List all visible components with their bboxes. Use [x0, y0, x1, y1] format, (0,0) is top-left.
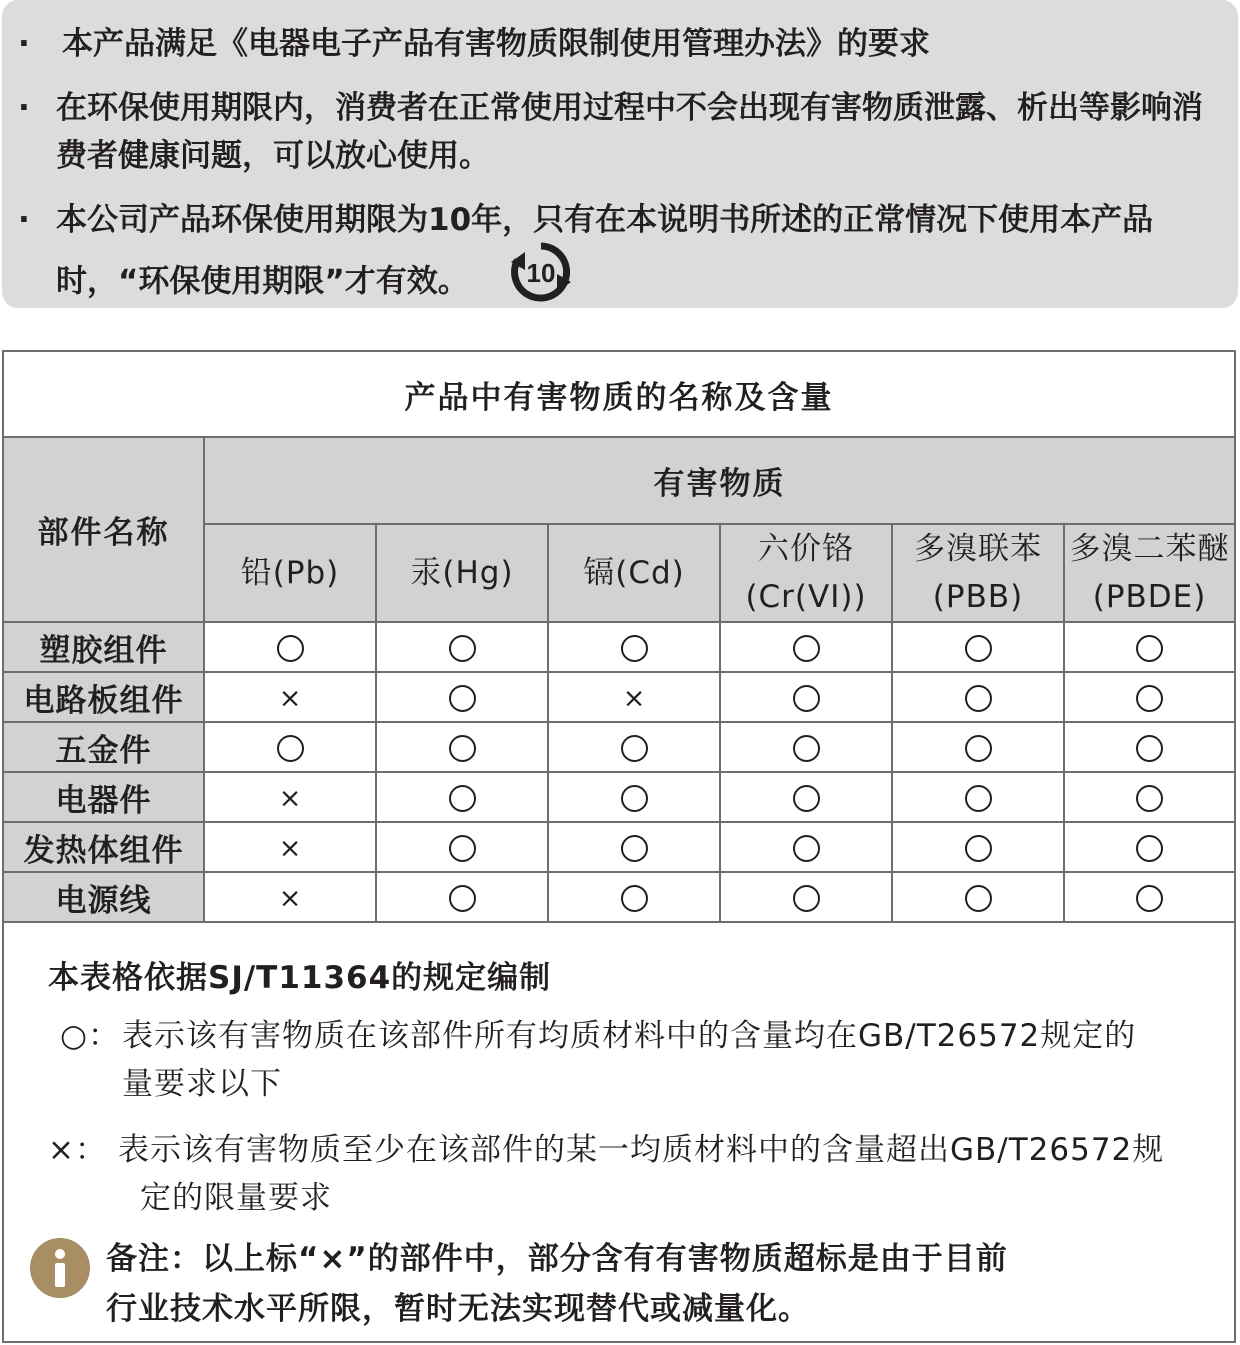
substance-label: 铅(Pb): [240, 555, 340, 591]
part-name-cell: 电路板组件: [4, 672, 204, 722]
epup-mark-number: 10: [526, 258, 556, 288]
table-body: [4, 622, 1234, 922]
compliance-cell: [548, 872, 720, 922]
compliance-cell: [720, 722, 892, 772]
compliant-mark: [1136, 785, 1163, 812]
compliance-cell: [720, 622, 892, 672]
compliance-cell: [376, 722, 548, 772]
compliance-cell: [892, 822, 1064, 872]
substance-header-pbde: [1064, 524, 1234, 622]
notice-item: [2, 84, 1218, 180]
table-row: [4, 872, 1234, 922]
compliance-cell: [204, 772, 376, 822]
compliant-mark: [965, 635, 992, 662]
substance-label: 汞(Hg): [410, 555, 514, 591]
legend-text: [122, 1012, 1210, 1108]
compliance-cell: [376, 872, 548, 922]
bullet-dot: ·: [18, 202, 30, 238]
legend-line: 表示该有害物质至少在该部件的某一均质材料中的含量超出GB/T26572规: [118, 1132, 1165, 1168]
compliant-mark: [277, 635, 304, 662]
part-name-header: 部件名称: [4, 438, 204, 622]
compliant-mark: [965, 885, 992, 912]
hazardous-substance-table-frame: [2, 350, 1236, 1343]
substance-label: 多溴二苯醚: [1069, 531, 1230, 567]
substance-label: 多溴联苯: [914, 531, 1042, 567]
compliant-mark: [1136, 735, 1163, 762]
compliance-cell: [720, 672, 892, 722]
legend-circle: [60, 1012, 1210, 1108]
notice-item: [2, 196, 1218, 322]
legend-text: [118, 1126, 1232, 1222]
notice-item: [2, 20, 1218, 68]
compliance-cell: [204, 822, 376, 872]
legend-line: 定的限量要求: [140, 1180, 332, 1216]
notice-text-content: 本公司产品环保使用期限为10年，只有在本说明书所述的正常情况下使用本产品时，“环保使用期限”才有效。: [56, 202, 1154, 300]
compliance-cell: [204, 622, 376, 672]
compliant-mark: [793, 885, 820, 912]
compliance-cell: [720, 872, 892, 922]
compliant-mark: [449, 685, 476, 712]
compliant-mark: [793, 685, 820, 712]
substance-header-cd: [548, 524, 720, 622]
legend-line: 表示该有害物质在该部件所有均质材料中的含量均在GB/T26572规定的: [122, 1018, 1137, 1054]
notice-panel: [2, 0, 1238, 308]
remark-line: 行业技术水平所限，暂时无法实现替代或减量化。: [106, 1291, 810, 1327]
bullet-dot: ·: [18, 90, 30, 126]
compliant-mark: [965, 735, 992, 762]
substance-formula: (Cr(VI)): [745, 579, 867, 615]
remark-line: 备注：以上标“×”的部件中，部分含有有害物质超标是由于目前: [106, 1241, 1008, 1277]
compliance-cell: [892, 772, 1064, 822]
remark-note: [106, 1234, 1166, 1334]
substance-formula: (PBDE): [1092, 579, 1207, 615]
table-row: [4, 622, 1234, 672]
compliant-mark: [449, 835, 476, 862]
compliant-mark: [621, 885, 648, 912]
compliant-mark: [793, 635, 820, 662]
compliance-cell: [204, 872, 376, 922]
compliant-mark: [1136, 835, 1163, 862]
compliance-cell: [720, 772, 892, 822]
info-icon: [30, 1238, 90, 1298]
part-name-cell: 发热体组件: [4, 822, 204, 872]
compliance-cell: [548, 722, 720, 772]
table-title: 产品中有害物质的名称及含量: [4, 352, 1234, 438]
compliance-cell: [892, 722, 1064, 772]
substance-group-header: 有害物质: [204, 438, 1234, 524]
compliant-mark: [621, 835, 648, 862]
substance-formula: (PBB): [932, 579, 1024, 615]
substance-label: 镉(Cd): [583, 555, 685, 591]
legend-symbol: ×：: [48, 1132, 107, 1168]
compliant-mark: [449, 885, 476, 912]
compliant-mark: [449, 735, 476, 762]
substance-header-cr6: [720, 524, 892, 622]
compliance-cell: [1064, 722, 1234, 772]
compliance-cell: [376, 772, 548, 822]
compliant-mark: [965, 785, 992, 812]
compliant-mark: [277, 735, 304, 762]
compliant-mark: [1136, 885, 1163, 912]
compliance-cell: [376, 822, 548, 872]
bullet-dot: ·: [18, 26, 30, 62]
compliance-cell: [1064, 822, 1234, 872]
compliant-mark: [1136, 635, 1163, 662]
compliance-cell: [1064, 672, 1234, 722]
table-row: [4, 822, 1234, 872]
exceed-mark: ×: [278, 783, 302, 814]
compliance-cell: [548, 622, 720, 672]
compliant-mark: [621, 735, 648, 762]
substance-header-hg: [376, 524, 548, 622]
compliant-mark: [449, 635, 476, 662]
compliance-cell: [892, 872, 1064, 922]
part-name-cell: 电器件: [4, 772, 204, 822]
compliance-cell: [1064, 872, 1234, 922]
compliant-mark: [793, 835, 820, 862]
notice-text: 在环保使用期限内，消费者在正常使用过程中不会出现有害物质泄露、析出等影响消费者健康问题，可以放心使用。: [56, 90, 1203, 174]
exceed-mark: ×: [278, 833, 302, 864]
notice-text: 本产品满足《电器电子产品有害物质限制使用管理办法》的要求: [62, 26, 930, 62]
part-name-cell: 五金件: [4, 722, 204, 772]
substance-header-pbb: [892, 524, 1064, 622]
table-row: [4, 772, 1234, 822]
compliant-mark: [621, 785, 648, 812]
table-row: [4, 722, 1234, 772]
compliance-cell: [1064, 622, 1234, 672]
compliant-mark: [965, 685, 992, 712]
compliant-mark: [965, 835, 992, 862]
compliance-cell: [892, 622, 1064, 672]
compliant-mark: [621, 635, 648, 662]
compliance-cell: [1064, 772, 1234, 822]
epup-recycle-icon: [509, 240, 573, 318]
compliance-cell: [548, 772, 720, 822]
exceed-mark: ×: [278, 683, 302, 714]
exceed-mark: ×: [278, 883, 302, 914]
table-row: [4, 672, 1234, 722]
compliant-mark: [1136, 685, 1163, 712]
notice-text: [56, 196, 1218, 322]
compliance-cell: [548, 672, 720, 722]
substance-header-pb: [204, 524, 376, 622]
compliant-mark: [793, 785, 820, 812]
compliance-cell: [204, 672, 376, 722]
compliance-cell: [548, 822, 720, 872]
legend-cross: [48, 1126, 1232, 1222]
compliance-cell: [204, 722, 376, 772]
substance-label: 六价铬: [758, 531, 854, 567]
compliant-mark: [449, 785, 476, 812]
compliance-cell: [892, 672, 1064, 722]
exceed-mark: ×: [622, 683, 646, 714]
table-basis-note: 本表格依据SJ/T11364的规定编制: [48, 960, 552, 996]
part-name-cell: 电源线: [4, 872, 204, 922]
legend-line: 量要求以下: [122, 1066, 282, 1102]
compliance-cell: [376, 622, 548, 672]
compliance-cell: [376, 672, 548, 722]
part-name-cell: 塑胶组件: [4, 622, 204, 672]
compliance-cell: [720, 822, 892, 872]
compliant-mark: [793, 735, 820, 762]
hazardous-substance-table: [4, 438, 1234, 923]
legend-symbol: ○：: [60, 1018, 121, 1054]
